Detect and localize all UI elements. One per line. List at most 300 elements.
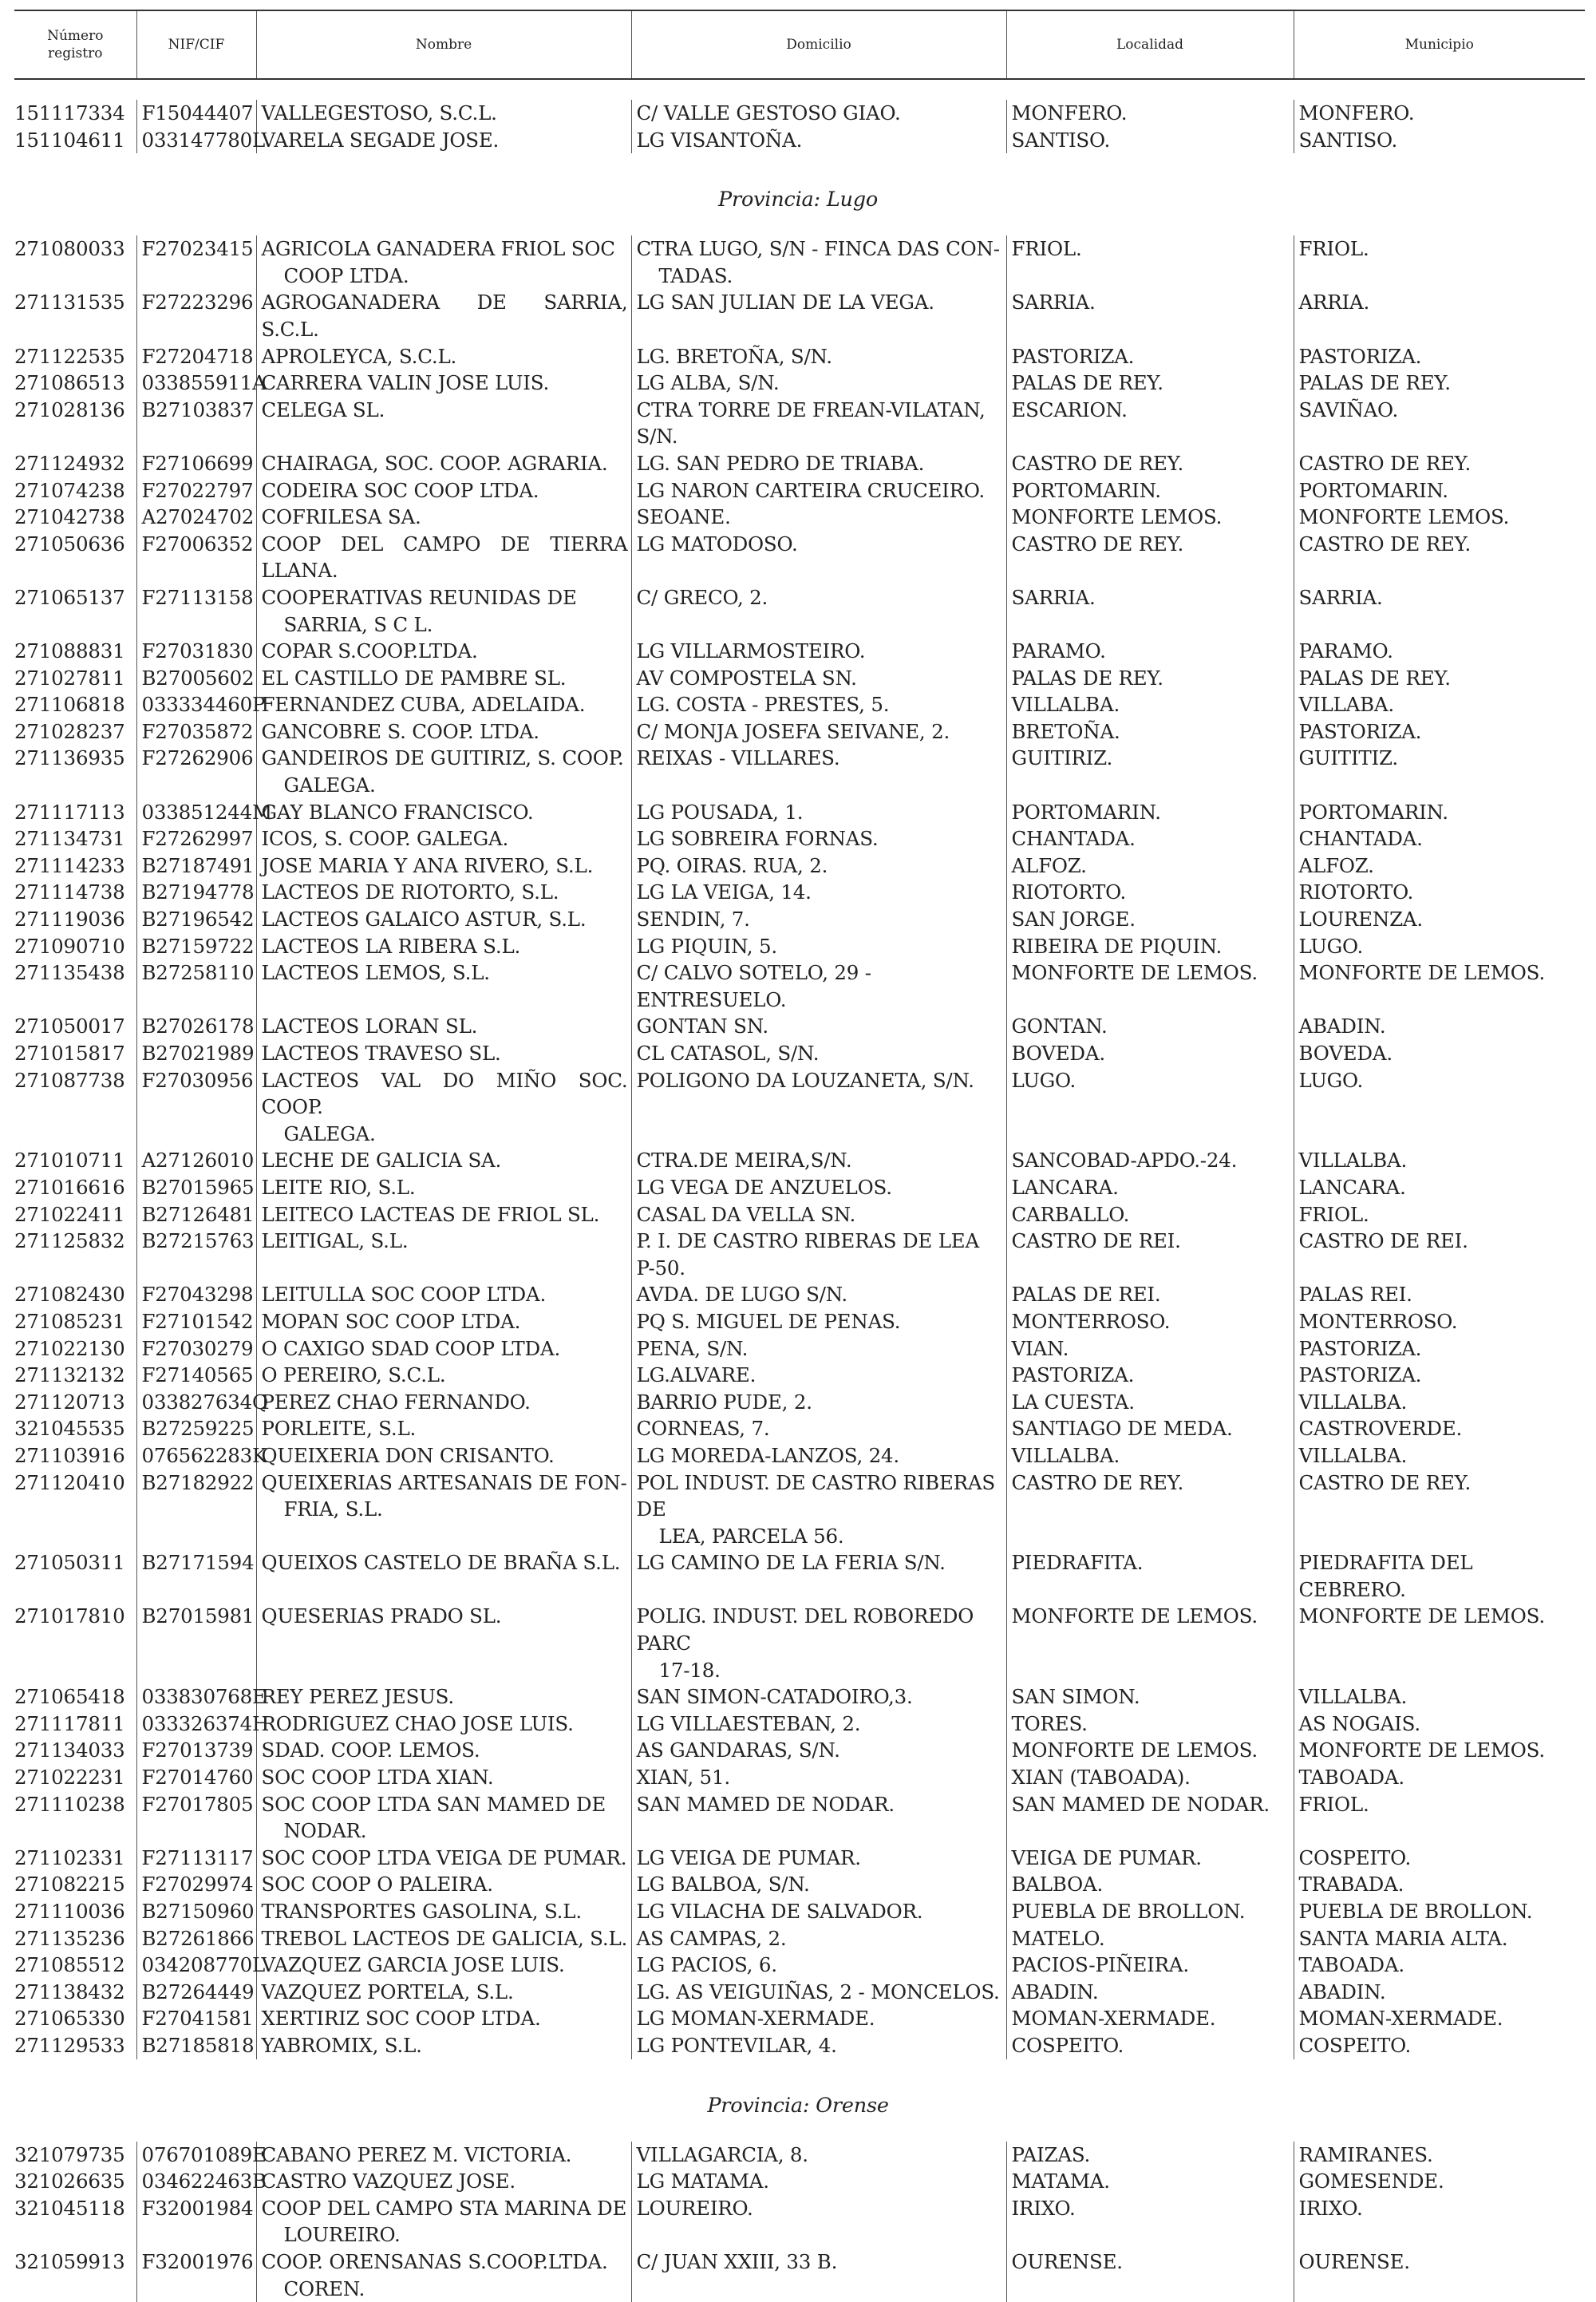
cell-municipio (1294, 852, 1585, 880)
cell-nombre-continuation: SARRIA, S C L. (283, 612, 433, 636)
cell-nombre (256, 745, 631, 798)
cell-localidad (1006, 745, 1294, 798)
cell-nif-cif-text: F27140565 (141, 1363, 254, 1387)
cell-nif-cif-text: 033830768E (141, 1685, 267, 1709)
cell-nombre-text: SDAD. COOP. LEMOS. (261, 1738, 480, 1762)
cell-nombre-text: COOP DEL CAMPO STA MARINA DE (261, 2196, 627, 2220)
cell-numero-registro-text: 321026635 (14, 2169, 125, 2193)
table-row (14, 1764, 1585, 1791)
cell-municipio-text: PASTORIZA. (1298, 719, 1422, 743)
cell-nombre-text: COPAR S.COOP.LTDA. (261, 639, 478, 663)
cell-municipio-text: TABOADA. (1298, 1766, 1404, 1790)
cell-nif-cif-text: 034208770L (141, 1953, 266, 1977)
cell-domicilio (631, 2142, 1006, 2169)
cell-nif-cif (136, 1174, 256, 1201)
cell-municipio (1294, 825, 1585, 852)
cell-municipio (1294, 504, 1585, 531)
registry-sheet (14, 10, 1585, 2302)
cell-municipio-text: CASTRO DE REY. (1298, 532, 1472, 556)
table-row (14, 127, 1585, 154)
cell-nif-cif (136, 1147, 256, 1174)
cell-nif-cif (136, 1067, 256, 1148)
cell-municipio (1294, 1898, 1585, 1925)
cell-numero-registro (14, 1067, 136, 1148)
cell-municipio (1294, 879, 1585, 906)
cell-domicilio (631, 1013, 1006, 1040)
cell-domicilio-text: LG. SAN PEDRO DE TRIABA. (636, 451, 925, 475)
cell-domicilio-text: LG VILACHA DE SALVADOR. (636, 1900, 923, 1923)
cell-nombre-text: VALLEGESTOSO, S.C.L. (261, 101, 497, 125)
cell-nif-cif-text: F27023415 (141, 237, 254, 261)
cell-localidad-text: COSPEITO. (1011, 2033, 1124, 2057)
cell-nif-cif (136, 879, 256, 906)
cell-municipio (1294, 1469, 1585, 1550)
cell-numero-registro (14, 1201, 136, 1228)
cell-domicilio-text: SAN SIMON-CATADOIRO,3. (636, 1685, 913, 1709)
cell-numero-registro-text: 271022411 (14, 1202, 125, 1226)
cell-nif-cif (136, 1683, 267, 1711)
cell-domicilio-text: LG LA VEIGA, 14. (636, 880, 812, 904)
cell-nombre-text: CARRERA VALIN JOSE LUIS. (261, 371, 550, 395)
cell-nombre (256, 450, 631, 477)
cell-nif-cif (136, 852, 256, 880)
cell-nif-cif (136, 665, 256, 692)
cell-numero-registro-text: 151117334 (14, 101, 125, 125)
cell-nombre (256, 1228, 631, 1281)
cell-nif-cif-text: F27106699 (141, 451, 254, 475)
table-row (14, 2168, 1585, 2195)
cell-nif-cif-text: F27043298 (141, 1283, 254, 1307)
table-row (14, 100, 1585, 127)
cell-nombre-text: LACTEOS GALAICO ASTUR, S.L. (261, 908, 587, 931)
cell-municipio (1294, 1764, 1585, 1791)
table-row (14, 2032, 1585, 2059)
section-gap (14, 153, 1585, 177)
cell-localidad (1006, 1871, 1294, 1898)
cell-domicilio (631, 1683, 1006, 1711)
cell-nif-cif-text: B27150960 (141, 1900, 255, 1923)
cell-numero-registro-text: 271080033 (14, 237, 125, 261)
section-gap-cell (14, 153, 1585, 177)
cell-nombre (256, 127, 631, 154)
cell-domicilio-text: CTRA TORRE DE FREAN-VILATAN, S/N. (636, 398, 986, 449)
cell-numero-registro (14, 1845, 136, 1872)
cell-localidad (1006, 450, 1294, 477)
cell-municipio-text: PORTOMARIN. (1298, 478, 1448, 502)
cell-nombre (256, 2195, 631, 2249)
cell-numero-registro-text: 271028237 (14, 719, 125, 743)
cell-numero-registro (14, 1898, 136, 1925)
cell-numero-registro-text: 271120713 (14, 1390, 125, 1414)
cell-municipio (1294, 638, 1585, 665)
cell-nif-cif (136, 1389, 268, 1416)
cell-municipio-text: TABOADA. (1298, 1953, 1404, 1977)
cell-nombre (256, 1013, 631, 1040)
cell-nombre-text: COOP DEL CAMPO DE TIERRA LLANA. (261, 532, 628, 583)
cell-nombre (256, 1067, 631, 1148)
cell-nombre (256, 852, 631, 880)
cell-nombre-text: RODRIGUEZ CHAO JOSE LUIS. (261, 1711, 574, 1735)
cell-numero-registro (14, 933, 136, 960)
cell-municipio-text: COSPEITO. (1298, 2033, 1412, 2057)
cell-domicilio (631, 1228, 1006, 1281)
cell-numero-registro (14, 825, 136, 852)
table-row (14, 691, 1585, 718)
cell-domicilio-text: C/ JUAN XXIII, 33 B. (636, 2249, 838, 2273)
cell-domicilio-text: LG SOBREIRA FORNAS. (636, 827, 879, 851)
cell-nif-cif (136, 1898, 256, 1925)
table-row (14, 959, 1585, 1013)
table-row (14, 745, 1585, 798)
cell-nif-cif (136, 2142, 267, 2169)
cell-domicilio-text: POLIGONO DA LOUZANETA, S/N. (636, 1068, 974, 1092)
cell-nif-cif (136, 1040, 256, 1067)
cell-nif-cif-text: F27262997 (141, 827, 254, 851)
cell-localidad (1006, 1201, 1294, 1228)
cell-numero-registro (14, 1549, 136, 1603)
cell-domicilio-text: C/ CALVO SOTELO, 29 - ENTRESUELO. (636, 961, 871, 1011)
cell-localidad-text: SAN MAMED DE NODAR. (1011, 1792, 1270, 1816)
table-row (14, 799, 1585, 826)
cell-domicilio (631, 906, 1006, 933)
cell-localidad (1006, 1603, 1294, 1683)
cell-nombre-text: SOC COOP LTDA VEIGA DE PUMAR. (261, 1845, 627, 1869)
cell-localidad-text: VILLALBA. (1011, 693, 1120, 717)
cell-nombre (256, 1389, 631, 1416)
cell-domicilio-text: AVDA. DE LUGO S/N. (636, 1283, 848, 1307)
cell-nif-cif-text: F27101542 (141, 1309, 254, 1333)
section-gap (14, 2059, 1585, 2083)
cell-numero-registro (14, 100, 136, 127)
cell-localidad-text: SANTISO. (1011, 128, 1111, 152)
cell-domicilio (631, 1711, 1006, 1738)
header-row (14, 10, 1585, 79)
cell-numero-registro-text: 321045118 (14, 2196, 125, 2220)
table-row (14, 477, 1585, 504)
cell-domicilio (631, 1737, 1006, 1764)
cell-municipio (1294, 1362, 1585, 1389)
cell-municipio (1294, 1979, 1585, 2006)
table-row (14, 879, 1585, 906)
cell-localidad (1006, 1925, 1294, 1952)
cell-nif-cif (136, 825, 256, 852)
province-heading: Provincia: Lugo (718, 188, 879, 212)
cell-municipio-text: PASTORIZA. (1298, 344, 1422, 368)
registry-body (14, 80, 1585, 2302)
cell-municipio-text: IRIXO. (1298, 2196, 1363, 2220)
cell-nif-cif (136, 370, 267, 397)
cell-numero-registro (14, 477, 136, 504)
cell-numero-registro-text: 271135438 (14, 961, 125, 985)
cell-numero-registro-text: 271087738 (14, 1068, 125, 1092)
cell-nombre (256, 1549, 631, 1603)
cell-localidad-text: ABADIN. (1011, 1980, 1099, 2003)
cell-nif-cif-text: F27022797 (141, 478, 254, 502)
cell-domicilio-text: PQ. OIRAS. RUA, 2. (636, 853, 828, 877)
cell-localidad (1006, 1469, 1294, 1550)
table-row (14, 1013, 1585, 1040)
cell-domicilio-text: LG PACIOS, 6. (636, 1953, 777, 1977)
cell-nif-cif-text: F32001984 (141, 2196, 254, 2220)
cell-numero-registro (14, 879, 136, 906)
cell-domicilio (631, 638, 1006, 665)
cell-numero-registro-text: 271016616 (14, 1175, 125, 1199)
cell-numero-registro (14, 906, 136, 933)
cell-nif-cif-text: F27113117 (141, 1845, 254, 1869)
cell-nif-cif (136, 718, 256, 746)
section-spacer-cell (14, 216, 1585, 235)
cell-domicilio (631, 289, 1006, 342)
cell-domicilio-text: LG PONTEVILAR, 4. (636, 2033, 837, 2057)
cell-nombre (256, 638, 631, 665)
cell-nombre-continuation: GALEGA. (283, 1121, 376, 1145)
cell-nombre-text: O PEREIRO, S.C.L. (261, 1363, 446, 1387)
table-row (14, 718, 1585, 746)
cell-municipio-text: CASTRO DE REI. (1298, 1229, 1468, 1253)
cell-localidad-text: CASTRO DE REY. (1011, 532, 1184, 556)
cell-domicilio-text: LG MOREDA-LANZOS, 24. (636, 1443, 900, 1467)
cell-municipio-text: GUITITIZ. (1298, 746, 1399, 770)
cell-localidad-text: SANTIAGO DE MEDA. (1011, 1417, 1233, 1441)
cell-domicilio-text: AV COMPOSTELA SN. (636, 666, 857, 690)
cell-nif-cif-text: B27185818 (141, 2033, 255, 2057)
cell-domicilio-text: P. I. DE CASTRO RIBERAS DE LEA P-50. (636, 1229, 979, 1280)
cell-numero-registro-text: 271090710 (14, 934, 125, 958)
cell-numero-registro-text: 271103916 (14, 1443, 125, 1467)
cell-numero-registro-text: 271050017 (14, 1015, 125, 1038)
cell-domicilio (631, 370, 1006, 397)
cell-localidad (1006, 1979, 1294, 2006)
province-heading: Provincia: Orense (707, 2093, 889, 2118)
cell-domicilio (631, 235, 1006, 289)
cell-nombre (256, 2249, 631, 2302)
cell-localidad-text: VEIGA DE PUMAR. (1011, 1845, 1202, 1869)
cell-municipio-text: MOMAN-XERMADE. (1298, 2007, 1503, 2031)
cell-nif-cif (136, 504, 256, 531)
cell-domicilio-text: CTRA LUGO, S/N - FINCA DAS CON- (636, 237, 1000, 261)
cell-municipio (1294, 1228, 1585, 1281)
cell-municipio (1294, 531, 1585, 584)
cell-nif-cif-text: B27264449 (141, 1980, 255, 2003)
cell-nombre-text: CHAIRAGA, SOC. COOP. AGRARIA. (261, 451, 608, 475)
cell-localidad-text: ALFOZ. (1011, 853, 1087, 877)
cell-domicilio-text: LG. AS VEIGUIÑAS, 2 - MONCELOS. (636, 1980, 1000, 2003)
cell-numero-registro (14, 1925, 136, 1952)
cell-numero-registro-text: 271136935 (14, 746, 125, 770)
cell-municipio (1294, 691, 1585, 718)
section-spacer-cell (14, 2122, 1585, 2142)
cell-numero-registro (14, 584, 136, 638)
cell-municipio-text: SANTA MARIA ALTA. (1298, 1926, 1508, 1950)
cell-domicilio (631, 825, 1006, 852)
cell-nif-cif (136, 1013, 256, 1040)
section-gap-cell (14, 2059, 1585, 2083)
cell-municipio-text: FRIOL. (1298, 237, 1369, 261)
cell-nombre-text: VAZQUEZ PORTELA, S.L. (261, 1980, 514, 2003)
cell-domicilio-text: CTRA.DE MEIRA,S/N. (636, 1149, 852, 1173)
cell-municipio-text: PALAS DE REY. (1298, 371, 1451, 395)
cell-domicilio (631, 2249, 1006, 2302)
cell-nif-cif-text: B27026178 (141, 1015, 255, 1038)
cell-localidad-text: SAN JORGE. (1011, 908, 1136, 931)
cell-localidad (1006, 638, 1294, 665)
cell-domicilio (631, 2032, 1006, 2059)
cell-numero-registro-text: 271106818 (14, 693, 125, 717)
cell-localidad-text: ESCARION. (1011, 398, 1128, 421)
cell-nombre (256, 718, 631, 746)
cell-municipio (1294, 1871, 1585, 1898)
cell-localidad-text: PASTORIZA. (1011, 344, 1135, 368)
cell-nombre (256, 531, 631, 584)
cell-localidad-text: GUITIRIZ. (1011, 746, 1113, 770)
cell-municipio-text: OURENSE. (1298, 2249, 1410, 2273)
cell-domicilio-text: PQ S. MIGUEL DE PENAS. (636, 1309, 901, 1333)
cell-domicilio (631, 959, 1006, 1013)
cell-domicilio (631, 1898, 1006, 1925)
cell-municipio-text: PALAS REI. (1298, 1283, 1412, 1307)
cell-nif-cif-text: F27035872 (141, 719, 254, 743)
cell-nombre (256, 100, 631, 127)
cell-localidad-text: SARRIA. (1011, 291, 1096, 314)
cell-numero-registro-text: 271027811 (14, 666, 125, 690)
cell-localidad (1006, 531, 1294, 584)
cell-nif-cif (136, 1201, 256, 1228)
cell-nif-cif (136, 1925, 256, 1952)
cell-nif-cif-text: 034622463B (141, 2169, 267, 2193)
cell-localidad-text: PALAS DE REY. (1011, 666, 1163, 690)
cell-nif-cif-text: B27171594 (141, 1551, 255, 1575)
cell-nif-cif (136, 1549, 256, 1603)
cell-domicilio-text: LG MATAMA. (636, 2169, 769, 2193)
cell-localidad (1006, 397, 1294, 450)
cell-nif-cif (136, 1711, 270, 1738)
cell-localidad (1006, 1549, 1294, 1603)
cell-localidad-text: XIAN (TABOADA). (1011, 1766, 1191, 1790)
cell-domicilio (631, 1147, 1006, 1174)
cell-localidad (1006, 906, 1294, 933)
cell-numero-registro (14, 504, 136, 531)
cell-numero-registro (14, 1389, 136, 1416)
cell-localidad (1006, 1174, 1294, 1201)
cell-domicilio-text: LG VEIGA DE PUMAR. (636, 1845, 861, 1869)
table-row (14, 2142, 1585, 2169)
cell-numero-registro (14, 127, 136, 154)
cell-localidad (1006, 852, 1294, 880)
cell-municipio-text: ABADIN. (1298, 1980, 1386, 2003)
cell-numero-registro-text: 321045535 (14, 1417, 125, 1441)
cell-nombre (256, 289, 631, 342)
cell-numero-registro-text: 321059913 (14, 2249, 125, 2273)
cell-localidad (1006, 370, 1294, 397)
cell-domicilio (631, 879, 1006, 906)
table-row (14, 1925, 1585, 1952)
table-row (14, 1067, 1585, 1148)
cell-municipio-text: MONFORTE LEMOS. (1298, 505, 1510, 529)
cell-domicilio-text: VILLAGARCIA, 8. (636, 2142, 808, 2166)
cell-localidad-text: SANCOBAD-APDO.-24. (1011, 1149, 1238, 1173)
cell-nombre (256, 1469, 631, 1550)
cell-nombre (256, 1201, 631, 1228)
cell-domicilio-text: XIAN, 51. (636, 1766, 730, 1790)
cell-nombre (256, 504, 631, 531)
cell-localidad-text: PORTOMARIN. (1011, 478, 1161, 502)
cell-nif-cif-text: 033326374H (141, 1711, 270, 1735)
table-row (14, 1952, 1585, 1979)
table-row (14, 2005, 1585, 2032)
cell-domicilio-text: LG ALBA, S/N. (636, 371, 780, 395)
cell-numero-registro (14, 1683, 136, 1711)
cell-nombre-text: TREBOL LACTEOS DE GALICIA, S.L. (261, 1926, 628, 1950)
header-localidad: Localidad (1006, 10, 1294, 79)
cell-numero-registro (14, 1362, 136, 1389)
cell-nif-cif (136, 933, 256, 960)
cell-nombre (256, 1791, 631, 1845)
cell-nif-cif (136, 1281, 256, 1308)
cell-nombre (256, 1925, 631, 1952)
table-row (14, 1711, 1585, 1738)
cell-localidad-text: RIBEIRA DE PIQUIN. (1011, 934, 1223, 958)
cell-domicilio-text: LG CAMINO DE LA FERIA S/N. (636, 1551, 946, 1575)
cell-domicilio (631, 1415, 1006, 1442)
cell-numero-registro (14, 1308, 136, 1335)
cell-municipio (1294, 1067, 1585, 1148)
cell-municipio-text: LUGO. (1298, 1068, 1364, 1092)
cell-numero-registro (14, 1952, 136, 1979)
cell-nif-cif-text: B27021989 (141, 1042, 255, 1065)
cell-nombre-text: LACTEOS TRAVESO SL. (261, 1042, 501, 1065)
cell-municipio (1294, 1603, 1585, 1683)
cell-domicilio (631, 933, 1006, 960)
cell-nif-cif-text: 033147780L (141, 128, 266, 152)
table-row (14, 1549, 1585, 1603)
cell-municipio-text: CHANTADA. (1298, 827, 1423, 851)
cell-municipio (1294, 2142, 1585, 2169)
cell-numero-registro (14, 1791, 136, 1845)
cell-nif-cif (136, 906, 256, 933)
cell-nombre-text: VARELA SEGADE JOSE. (261, 128, 500, 152)
cell-nif-cif (136, 1791, 256, 1845)
cell-nif-cif-text: B27258110 (141, 961, 255, 985)
cell-localidad (1006, 1737, 1294, 1764)
cell-nif-cif (136, 799, 272, 826)
cell-localidad-text: PASTORIZA. (1011, 1363, 1135, 1387)
cell-nif-cif-text: A27126010 (141, 1149, 255, 1173)
cell-nif-cif-text: B27159722 (141, 934, 255, 958)
cell-localidad-text: RIOTORTO. (1011, 880, 1127, 904)
cell-domicilio (631, 1764, 1006, 1791)
cell-domicilio-continuation: LEA, PARCELA 56. (658, 1524, 844, 1548)
cell-numero-registro-text: 271065418 (14, 1685, 125, 1709)
cell-municipio (1294, 343, 1585, 370)
cell-numero-registro (14, 1979, 136, 2006)
cell-localidad-text: MATELO. (1011, 1926, 1105, 1950)
cell-nif-cif-text: B27103837 (141, 398, 255, 421)
cell-nif-cif-text: B27187491 (141, 853, 255, 877)
section-spacer (14, 2122, 1585, 2142)
cell-nombre-text: CASTRO VAZQUEZ JOSE. (261, 2169, 516, 2193)
cell-localidad-text: PORTOMARIN. (1011, 800, 1161, 824)
cell-municipio (1294, 1013, 1585, 1040)
cell-nombre-text: SOC COOP LTDA SAN MAMED DE (261, 1792, 606, 1816)
cell-nombre (256, 477, 631, 504)
cell-numero-registro-text: 271138432 (14, 1980, 125, 2003)
cell-localidad-text: LUGO. (1011, 1068, 1077, 1092)
cell-nombre (256, 959, 631, 1013)
table-row (14, 531, 1585, 584)
cell-numero-registro-text: 271010711 (14, 1149, 125, 1173)
cell-municipio-text: PIEDRAFITA DEL CEBRERO. (1298, 1551, 1473, 1601)
cell-localidad (1006, 1683, 1294, 1711)
